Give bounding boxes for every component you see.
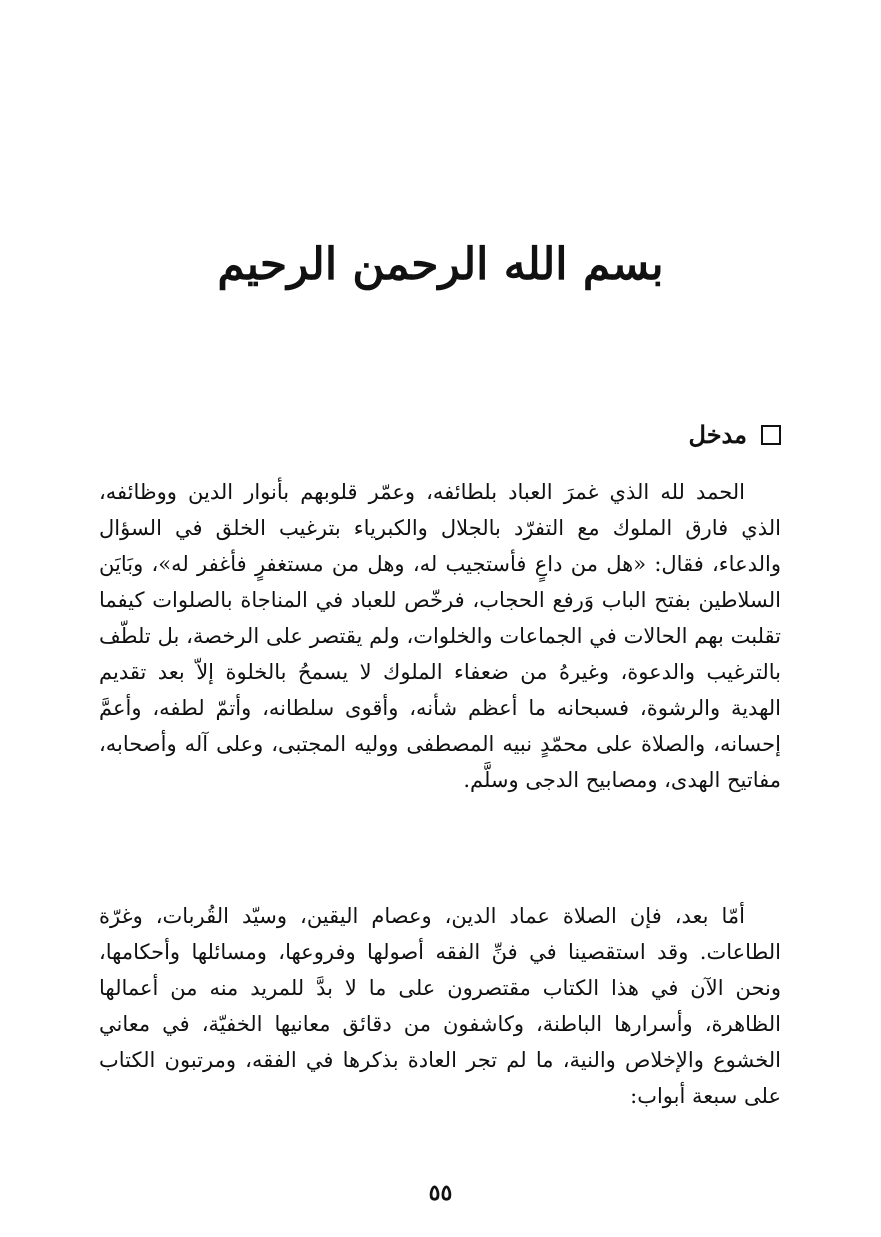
paragraph-intro: الحمد لله الذي غمرَ العباد بلطائفه، وعمّر قلوبهم بأنوار الدين ووظائفه، الذي فارق الملوك مع التفرّد بالجلال والكبرياء بترغيب الخلق في السؤال والدعاء، فقال: «هل من داعٍ فأستجيب له، وهل من مستغفرٍ فأغفر له»، وبَايَن السلاطين بفتح الباب وَرفع الحجاب، فرخّص للعباد في المناجاة بالصلوات كيفما تقلبت بهم الحالات في الجماعات والخلوات، ولم يقتصر على الرخصة، بل تلطّف بالترغيب والدعوة، وغيرهُ من ضعفاء الملوك لا يسمحُ بالخلوة إلاّ بعد تقديم الهدية والرشوة، فسبحانه ما أعظم شأنه، وأقوى سلطانه، وأتمّ لطفه، وأعمَّ إحسانه، والصلاة على محمّدٍ نبيه المصطفى ووليه المجتبى، وعلى آله وأصحابه، مفاتيح الهدى، ومصابيح الدجى وسلَّم. (99, 480, 781, 792)
basmala-calligraphy: بسم الله الرحمن الرحيم (217, 239, 664, 290)
paragraph-block-1 (99, 474, 781, 798)
section-title: مدخل (688, 420, 747, 449)
paragraph-block-2 (99, 898, 781, 1114)
square-box-icon (761, 425, 781, 445)
paragraph-second: أمّا بعد، فإن الصلاة عماد الدين، وعصام اليقين، وسيّد القُربات، وغرّة الطاعات. وقد استقصينا في فنِّ الفقه أصولها وفروعها، ومسائلها وأحكامها، ونحن الآن في هذا الكتاب مقتصرون على ما لا بدَّ للمريد منه من أعمالها الظاهرة، وأسرارها الباطنة، وكاشفون من دقائق معانيها الخفيّة، في معاني الخشوع والإخلاص والنية، ما لم تجر العادة بذكرها في الفقه، ومرتبون الكتاب على سبعة أبواب: (99, 904, 781, 1108)
page-number: ٥٥ (428, 1180, 453, 1206)
section-heading (689, 415, 781, 455)
